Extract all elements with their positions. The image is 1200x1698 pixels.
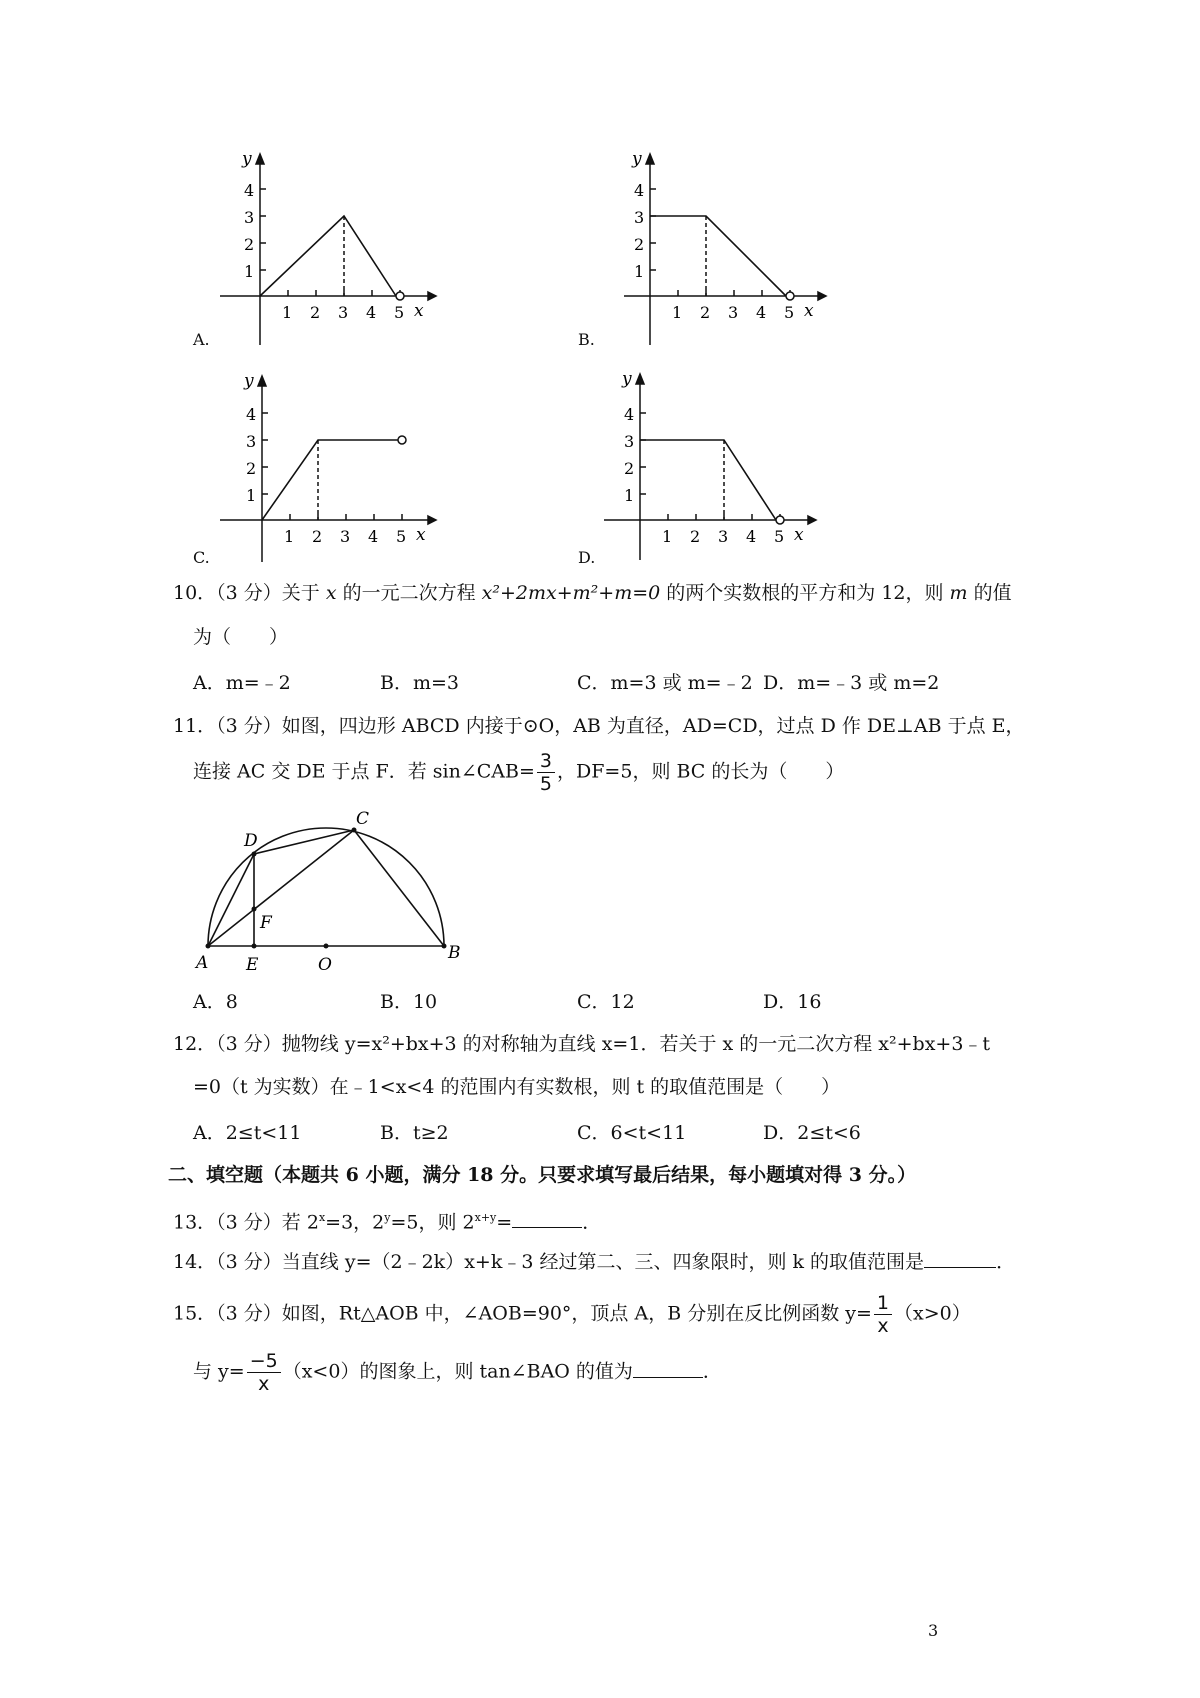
q15-text-b: （x>0） xyxy=(894,1302,971,1325)
q11-text-a: 连接 AC 交 DE 于点 F．若 sin∠CAB= xyxy=(193,760,535,783)
y-tick-1: 1 xyxy=(634,262,645,281)
x-tick-1: 1 xyxy=(284,527,295,546)
q13-text-e: ． xyxy=(582,1211,602,1234)
q13-line xyxy=(173,1205,601,1235)
x-axis-label: x xyxy=(794,525,804,545)
q10-line1 xyxy=(173,580,1012,606)
y-axis-label: y xyxy=(622,370,632,389)
q15-text-c: 与 y= xyxy=(193,1360,245,1383)
q13-answer-blank[interactable] xyxy=(512,1209,582,1228)
x-tick-3: 3 xyxy=(728,303,739,322)
q11-option-c: C．12 xyxy=(577,991,635,1013)
q11-frac-den: 5 xyxy=(539,773,553,795)
q15-text-d: （x<0）的图象上，则 tan∠BAO 的值为 xyxy=(282,1360,633,1383)
q12-option-d: D．2≤t<6 xyxy=(763,1122,861,1144)
q15-line1 xyxy=(173,1292,971,1337)
q10-text-c: 的两个实数根的平方和为 12，则 xyxy=(660,582,950,604)
q10-line2: 为（ ） xyxy=(193,626,289,648)
option-c-label: C. xyxy=(193,548,210,567)
x-tick-4: 4 xyxy=(756,303,767,322)
point-d-label: D xyxy=(244,831,258,851)
x-tick-3: 3 xyxy=(340,527,351,546)
graph-a xyxy=(210,150,440,350)
y-axis-label: y xyxy=(244,372,254,391)
y-tick-3: 3 xyxy=(244,208,255,227)
q13-text-d: = xyxy=(496,1211,513,1234)
q15-frac1-num: 1 xyxy=(874,1292,892,1315)
y-tick-2: 2 xyxy=(634,235,645,254)
q10-option-c: C．m=3 或 m=﹣2 xyxy=(577,672,753,694)
y-tick-1: 1 xyxy=(624,486,635,505)
point-c-label: C xyxy=(356,809,370,829)
q10-text-d: 的值 xyxy=(967,582,1012,604)
x-tick-5: 5 xyxy=(784,303,795,322)
y-tick-4: 4 xyxy=(634,181,645,200)
x-tick-4: 4 xyxy=(746,527,757,546)
q14-line xyxy=(173,1249,1015,1275)
q15-fraction-2 xyxy=(247,1350,281,1395)
option-b-label: B. xyxy=(578,330,595,349)
q15-frac2-den: x xyxy=(258,1373,270,1395)
x-tick-2: 2 xyxy=(690,527,701,546)
q11-frac-num: 3 xyxy=(537,750,555,773)
y-axis-label: y xyxy=(242,150,252,169)
y-tick-1: 1 xyxy=(244,262,255,281)
option-d-label: D. xyxy=(578,548,596,567)
q11-text-b: ，DF=5，则 BC 的长为（ ） xyxy=(557,760,845,783)
q13-exp-y: y xyxy=(384,1211,391,1224)
q14-answer-blank[interactable] xyxy=(924,1249,996,1268)
y-tick-3: 3 xyxy=(624,432,635,451)
q15-frac1-den: x xyxy=(877,1315,889,1337)
point-e-label: E xyxy=(246,955,259,975)
q14-text-end: ． xyxy=(996,1251,1016,1273)
x-tick-1: 1 xyxy=(662,527,673,546)
point-a-label: A xyxy=(196,953,209,973)
x-tick-3: 3 xyxy=(338,303,349,322)
graph-d xyxy=(590,370,820,570)
y-tick-2: 2 xyxy=(246,459,257,478)
q13-exp-xy: x+y xyxy=(474,1211,497,1224)
q11-option-b: B．10 xyxy=(380,991,438,1013)
q11-option-a: A．8 xyxy=(193,991,238,1013)
x-tick-5: 5 xyxy=(394,303,405,322)
q10-option-d: D．m=﹣3 或 m=2 xyxy=(763,672,940,694)
point-o-label: O xyxy=(318,955,332,975)
q12-option-a: A．2≤t<11 xyxy=(193,1122,302,1144)
q13-text-b: =3，2 xyxy=(325,1211,385,1234)
q13-exp-x: x xyxy=(318,1211,326,1224)
q10-var-m: m xyxy=(949,582,968,604)
q10-var-x: x xyxy=(325,582,337,604)
q15-frac2-num: −5 xyxy=(247,1350,281,1373)
y-axis-label: y xyxy=(632,150,642,169)
x-tick-2: 2 xyxy=(310,303,321,322)
x-tick-5: 5 xyxy=(774,527,785,546)
q11-line2 xyxy=(193,750,844,795)
graph-b xyxy=(600,150,830,350)
y-tick-4: 4 xyxy=(624,405,635,424)
q15-text-a: 15．（3 分）如图，Rt△AOB 中，∠AOB=90°，顶点 A，B 分别在反比例函数 y= xyxy=(173,1302,872,1325)
q13-text-a: 13．（3 分）若 2 xyxy=(173,1211,319,1234)
q14-text: 14．（3 分）当直线 y=（2﹣2k）x+k﹣3 经过第二、三、四象限时，则 k 的取值范围是 xyxy=(173,1251,925,1273)
q10-text-b: 的一元二次方程 xyxy=(336,582,482,604)
q10-equation: x²+2mx+m²+m=0 xyxy=(481,582,661,604)
x-tick-2: 2 xyxy=(312,527,323,546)
y-tick-2: 2 xyxy=(244,235,255,254)
x-tick-3: 3 xyxy=(718,527,729,546)
q11-option-d: D．16 xyxy=(763,991,822,1013)
q12-option-c: C．6<t<11 xyxy=(577,1122,687,1144)
x-tick-5: 5 xyxy=(396,527,407,546)
q15-fraction-1 xyxy=(874,1292,892,1337)
page-number: 3 xyxy=(928,1621,939,1640)
q11-line1: 11．（3 分）如图，四边形 ABCD 内接于⊙O，AB 为直径，AD=CD，过点 D 作 DE⊥AB 于点 E， xyxy=(173,715,1025,737)
q15-line2 xyxy=(193,1350,722,1395)
q11-fraction xyxy=(537,750,555,795)
x-tick-1: 1 xyxy=(282,303,293,322)
y-tick-4: 4 xyxy=(244,181,255,200)
q15-text-e: ． xyxy=(702,1360,722,1383)
q10-option-a: A．m=﹣2 xyxy=(193,672,291,694)
x-tick-2: 2 xyxy=(700,303,711,322)
q12-line1: 12．（3 分）抛物线 y=x²+bx+3 的对称轴为直线 x=1．若关于 x 的一元二次方程 x²+bx+3﹣t xyxy=(173,1033,991,1055)
q12-option-b: B．t≥2 xyxy=(380,1122,449,1144)
q10-text-a: 10．（3 分）关于 xyxy=(173,582,326,604)
y-tick-2: 2 xyxy=(624,459,635,478)
x-tick-4: 4 xyxy=(366,303,377,322)
x-tick-1: 1 xyxy=(672,303,683,322)
x-axis-label: x xyxy=(414,301,424,321)
y-tick-1: 1 xyxy=(246,486,257,505)
x-tick-4: 4 xyxy=(368,527,379,546)
q13-text-c: =5，则 2 xyxy=(390,1211,475,1234)
y-tick-3: 3 xyxy=(246,432,257,451)
q10-option-b: B．m=3 xyxy=(380,672,459,694)
point-f-label: F xyxy=(260,913,272,933)
section-2-title: 二、填空题（本题共 6 小题，满分 18 分。只要求填写最后结果，每小题填对得 3 分。） xyxy=(168,1164,917,1186)
q15-answer-blank[interactable] xyxy=(633,1359,703,1378)
option-a-label: A. xyxy=(193,330,210,349)
q12-line2: =0（t 为实数）在﹣1<x<4 的范围内有实数根，则 t 的取值范围是（ ） xyxy=(193,1076,841,1098)
graph-c xyxy=(210,372,440,572)
y-tick-3: 3 xyxy=(634,208,645,227)
x-axis-label: x xyxy=(416,525,426,545)
y-tick-4: 4 xyxy=(246,405,257,424)
q11-circle-figure xyxy=(190,800,480,980)
point-b-label: B xyxy=(448,943,461,963)
x-axis-label: x xyxy=(804,301,814,321)
